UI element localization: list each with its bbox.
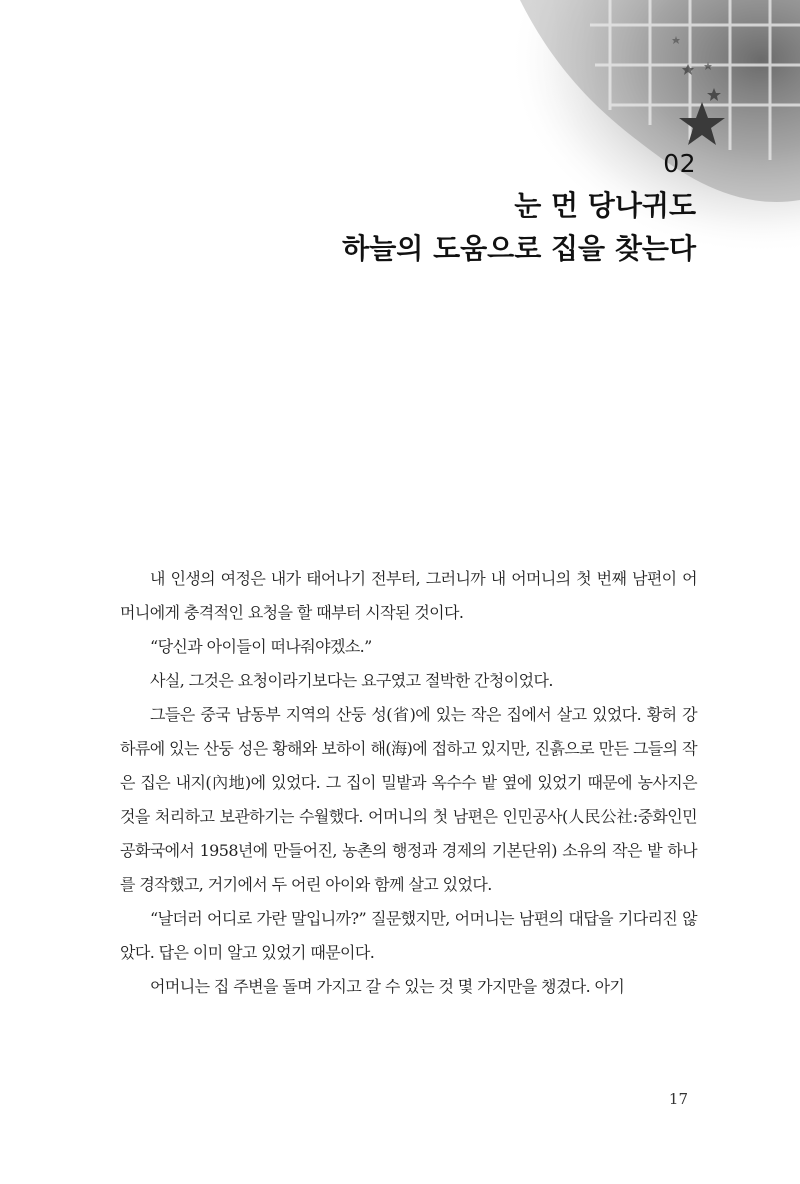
- paragraph-3: 사실, 그것은 요청이라기보다는 요구였고 절박한 간청이었다.: [150, 671, 553, 690]
- body-text: [120, 562, 697, 1004]
- paragraph-4: 그들은 중국 남동부 지역의 산둥 성(省)에 있는 작은 집에서 살고 있었다. 황허 강 하류에 있는 산둥 성은 황해와 보하이 해(海)에 접하고 있지만, 진흙으로 만든 그들의 작은 집은 내지(內地)에 있었다. 그 집이 밀밭과 옥수수 밭 옆에 있었기 때문에 농사지은 것을 처리하고 보관하기는 수월했다. 어머니의 첫 남편은 인민공사(人民公社:중화인민공화국에서 1958년에 만들어진, 농촌의 행정과 경제의 기본단위) 소유의 작은 밭 하나를 경작했고, 거기에서 두 어린 아이와 함께 살고 있었다.: [120, 705, 697, 894]
- paragraph-1: 내 인생의 여정은 내가 태어나기 전부터, 그러니까 내 어머니의 첫 번째 남편이 어머니에게 충격적인 요청을 할 때부터 시작된 것이다.: [120, 569, 697, 622]
- paragraph-6: 어머니는 집 주변을 돌며 가지고 갈 수 있는 것 몇 가지만을 챙겼다. 아기: [150, 977, 625, 996]
- chapter-title-line-2: 하늘의 도움으로 집을 찾는다: [342, 232, 696, 265]
- chapter-title: [342, 184, 696, 270]
- paragraph-2: “당신과 아이들이 떠나줘야겠소.”: [150, 637, 372, 656]
- chapter-title-line-1: 눈 먼 당나귀도: [514, 189, 696, 222]
- page-number: 17: [668, 1090, 688, 1108]
- paragraph-5: “날더러 어디로 가란 말입니까?” 질문했지만, 어머니는 남편의 대답을 기다리진 않았다. 답은 이미 알고 있었기 때문이다.: [120, 909, 697, 962]
- chapter-number: 02: [663, 149, 696, 178]
- chapter-heading: [342, 148, 696, 270]
